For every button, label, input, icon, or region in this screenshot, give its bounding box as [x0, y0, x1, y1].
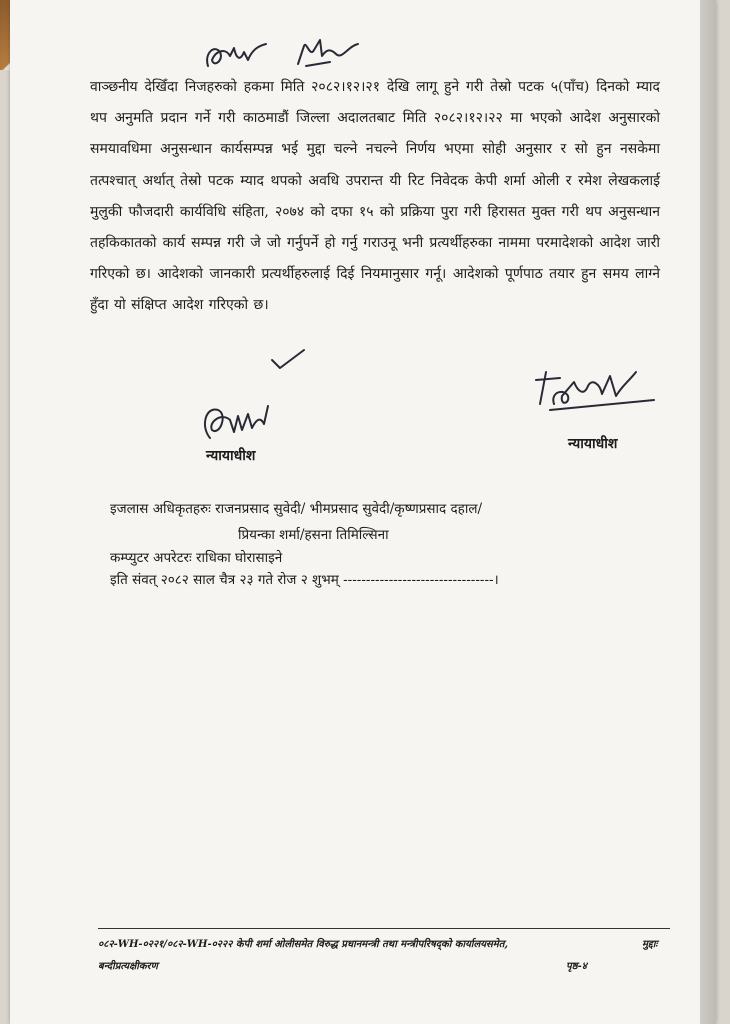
document-page — [10, 0, 716, 1024]
judge-signature-left — [198, 398, 278, 450]
footer-divider — [98, 928, 670, 929]
computer-operator: कम्प्युटर अपरेटरः राधिका घोरासाइने — [110, 550, 283, 566]
judge-label-right: न्यायाधीश — [568, 436, 618, 452]
footer-case-type: बन्दीप्रत्यक्षीकरण — [98, 961, 158, 972]
officers-line-1: इजलास अधिकृतहरुः राजनप्रसाद सुवेदी/ भीमप्रसाद सुवेदी/कृष्णप्रसाद दहाल/ — [110, 501, 483, 517]
initial-signature-1 — [200, 40, 270, 74]
order-paragraph — [90, 72, 660, 322]
bench-officers — [110, 496, 482, 548]
order-text: वाञ्छनीय देखिँदा निजहरुको हकमा मिति २०८२।१२।२१ देखि लागू हुने गरी तेस्रो पटक ५(पाँच) दिनको म्याद थप अनुमति प्रदान गर्ने गरी काठमाडौं जिल्ला अदालतबाट मिति २०८२।१२।२२ मा भएको आदेश अनुसारको समयावधिमा अनुसन्धान कार्यसम्पन्न भई मुद्दा चल्ने नचल्ने निर्णय भएमा सोही अनुसार र सो हुन नसकेमा तत्पश्चात् अर्थात् तेस्रो पटक म्याद थपको अवधि उपरान्त यी रिट निवेदक केपी शर्मा ओली र रमेश लेखकलाई मुलुकी फौजदारी कार्यविधि संहिता, २०७४ को दफा १५ को प्रक्रिया पुरा गरी हिरासत मुक्त गरी थप अनुसन्धान तहकिकातको कार्य सम्पन्न गरी जे जो गर्नुपर्ने हो गर्नु गराउनू भनी प्रत्यर्थीहरुका नाममा परमादेशको आदेश जारी गरिएको छ। आदेशको जानकारी प्रत्यर्थीहरुलाई दिई नियमानुसार गर्नू। आदेशको पूर्णपाठ तयार हुन समय लाग्ने हुँदा यो संक्षिप्त आदेश गरिएको छ। — [90, 79, 660, 314]
footer-case-line: ०८२-WH-०२२१/०८२-WH-०२२२ केपी शर्मा ओलीसमेत विरुद्ध प्रधानमन्त्री तथा मन्त्रीपरिषद्को कार्यालयसमेत, — [98, 939, 508, 950]
closing-line: इति संवत् २०८२ साल चैत्र २३ गते रोज २ शुभम् ---------------------------------। — [110, 572, 499, 588]
initial-signature-2 — [292, 36, 364, 72]
page-number: पृष्ठ-४ — [566, 961, 587, 972]
judge-label-left: न्यायाधीश — [206, 448, 256, 464]
officers-line-2: प्रियन्का शर्मा/हसना तिमिल्सिना — [238, 527, 389, 543]
tick-mark — [268, 346, 308, 374]
footer-case-label: मुद्दाः — [642, 939, 658, 950]
judge-signature-right — [530, 366, 660, 414]
page-edge-shadow — [700, 0, 716, 1024]
